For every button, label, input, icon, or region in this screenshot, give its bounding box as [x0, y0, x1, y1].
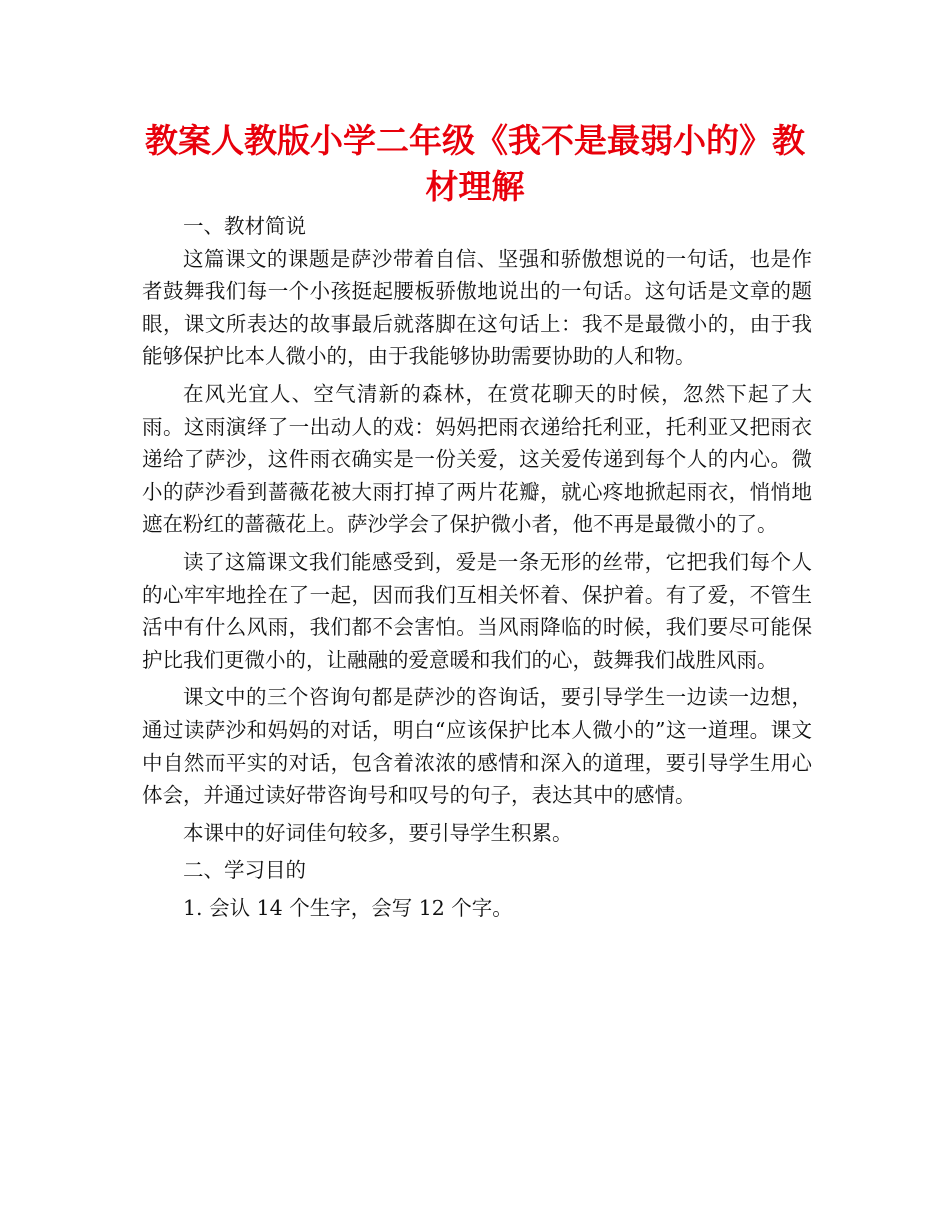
section-heading: 一、教材简说	[183, 214, 306, 238]
paragraph: 在风光宜人、空气清新的森林，在赏花聊天的时候，忽然下起了大雨。这雨演绎了一出动人的戏：妈妈把雨衣递给托利亚，托利亚又把雨衣递给了萨沙，这件雨衣确实是一份关爱，这关爱传递到每个人的内心。微小的萨沙看到蔷薇花被大雨打掉了两片花瓣，就心疼地掀起雨衣，悄悄地遮在粉红的蔷薇花上。萨沙学会了保护微小者，他不再是最微小的了。	[142, 381, 812, 537]
paragraph: 这篇课文的课题是萨沙带着自信、坚强和骄傲想说的一句话，也是作者鼓舞我们每一个小孩挺起腰板骄傲地说出的一句话。这句话是文章的题眼，课文所表达的故事最后就落脚在这句话上：我不是最微小的，由于我能够保护比本人微小的，由于我能够协助需要协助的人和物。	[142, 246, 812, 369]
section-heading: 二、学习目的	[183, 858, 306, 883]
paragraph: 课文中的三个咨询句都是萨沙的咨询话，要引导学生一边读一边想，通过读萨沙和妈妈的对话，明白“应该保护比本人微小的”这一道理。课文中自然而平实的对话，包含着浓浓的感情和深入的道理，要引导学生用心体会，并通过读好带咨询号和叹号的句子，表达其中的感情。	[142, 685, 812, 808]
paragraph: 读了这篇课文我们能感受到，爱是一条无形的丝带，它把我们每个人的心牢牢地拴在了一起，因而我们互相关怀着、保护着。有了爱，不管生活中有什么风雨，我们都不会害怕。当风雨降临的时候，我们要尽可能保护比我们更微小的，让融融的爱意暖和我们的心，鼓舞我们战胜风雨。	[142, 549, 812, 672]
list-item: 1. 会认 14 个生字，会写 12 个字。	[183, 895, 513, 920]
document-title: 教案人教版小学二年级《我不是最弱小的》教材理解	[145, 121, 805, 206]
paragraph: 本课中的好词佳句较多，要引导学生积累。	[183, 820, 573, 845]
document-body	[142, 210, 812, 924]
